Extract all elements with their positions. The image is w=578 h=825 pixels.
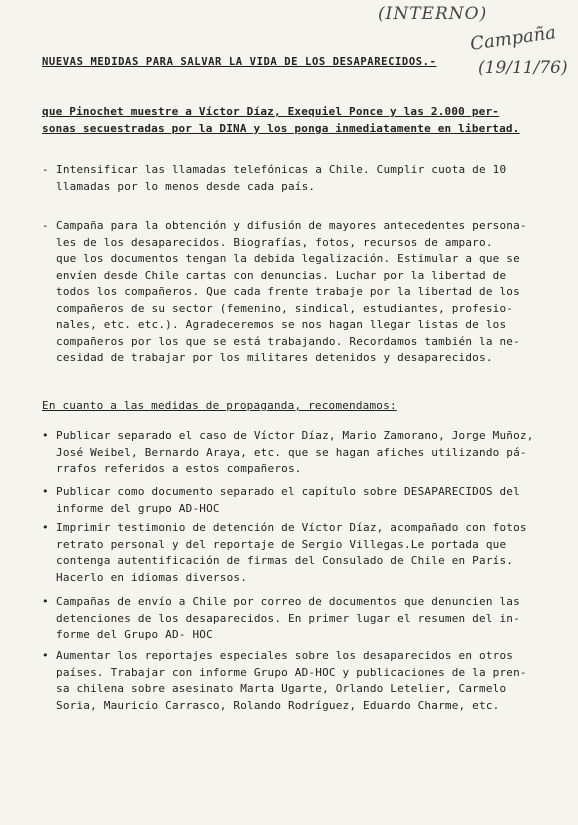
- bullet-dot: •: [42, 649, 49, 662]
- item-line: compañeros por los que se está trabajando. Recordamos también la ne-: [56, 334, 520, 348]
- list-item: [42, 484, 520, 517]
- item-line: Publicar como documento separado el capítulo sobre DESAPARECIDOS del: [56, 485, 520, 498]
- item-line: les de los desaparecidos. Biografías, fotos, recursos de amparo.: [56, 235, 493, 249]
- item-line: Intensificar las llamadas telefónicas a Chile. Cumplir cuota de 10: [56, 163, 507, 176]
- item-line: Aumentar los reportajes especiales sobre los desaparecidos en otros: [56, 649, 514, 662]
- item-line: llamadas por lo menos desde cada país.: [56, 179, 316, 193]
- list-item: [42, 648, 527, 714]
- item-line: todos los compañeros. Que cada frente trabaje por la libertad de los: [56, 285, 520, 298]
- handwritten-date-note: (19/11/76): [478, 58, 568, 78]
- item-line: Campaña para la obtención y difusión de mayores antecedentes persona-: [56, 219, 527, 232]
- item-line: que los documentos tengan la debida legalización. Estimular a que se: [56, 252, 520, 265]
- item-line: nales, etc. etc.). Agradeceremos se nos hagan llegar listas de los: [56, 318, 507, 331]
- item-line: compañeros de su sector (femenino, sindical, estudiantes, profesio-: [56, 301, 514, 315]
- section-heading: En cuanto a las medidas de propaganda, recomendamos:: [42, 399, 397, 412]
- bullet-dash: -: [42, 219, 49, 232]
- bullet-dot: •: [42, 521, 49, 534]
- item-line: Hacerlo en idiomas diversos.: [56, 570, 248, 584]
- item-line: contenga autentificación de firmas del Consulado de Chile en París.: [56, 554, 514, 567]
- item-line: forme del Grupo AD- HOC: [56, 628, 213, 641]
- document-title: NUEVAS MEDIDAS PARA SALVAR LA VIDA DE LOS DESAPARECIDOS.-: [42, 56, 437, 68]
- item-line: cesidad de trabajar por los militares detenidos y desaparecidos.: [56, 351, 493, 364]
- bullet-dash: -: [42, 163, 49, 176]
- item-line: Soria, Mauricio Carrasco, Rolando Rodríguez, Eduardo Charme, etc.: [56, 698, 500, 712]
- demand-paragraph: [42, 104, 520, 137]
- item-line: rrafos referidos a estos compañeros.: [56, 462, 302, 475]
- list-item: [42, 218, 527, 367]
- item-line: retrato personal y del reportaje de Sergio Villegas.Le portada que: [56, 537, 507, 551]
- item-line: envíen desde Chile cartas con denuncias. Luchar por la libertad de: [56, 268, 507, 282]
- list-item: [42, 520, 527, 586]
- item-line: sa chilena sobre asesinato Marta Ugarte, Orlando Letelier, Carmelo: [56, 682, 507, 695]
- item-line: Campañas de envío a Chile por correo de documentos que denuncien las: [56, 595, 520, 608]
- bullet-dot: •: [42, 429, 49, 442]
- demand-line: sonas secuestradas por la DINA y los ponga inmediatamente en libertad.: [42, 121, 520, 135]
- item-line: Publicar separado el caso de Víctor Díaz, Mario Zamorano, Jorge Muñoz,: [56, 429, 534, 442]
- demand-line: que Pinochet muestre a Víctor Díaz, Exequiel Ponce y las 2.000 per-: [42, 105, 500, 118]
- item-line: informe del grupo AD-HOC: [56, 501, 220, 515]
- list-item: [42, 428, 534, 478]
- item-line: detenciones de los desaparecidos. En primer lugar el resumen del in-: [56, 611, 520, 625]
- item-line: Imprimir testimonio de detención de Víctor Díaz, acompañado con fotos: [56, 521, 527, 534]
- item-line: José Weibel, Bernardo Araya, etc. que se hagan afiches utilizando pá-: [56, 445, 527, 459]
- item-line: países. Trabajar con informe Grupo AD-HOC y publicaciones de la pren-: [56, 665, 527, 679]
- list-item: [42, 162, 506, 195]
- bullet-dot: •: [42, 485, 49, 498]
- handwritten-campaign-note: Campaña: [468, 22, 558, 55]
- list-item: [42, 594, 520, 644]
- bullet-dot: •: [42, 595, 49, 608]
- handwritten-internal-note: (INTERNO): [378, 4, 488, 24]
